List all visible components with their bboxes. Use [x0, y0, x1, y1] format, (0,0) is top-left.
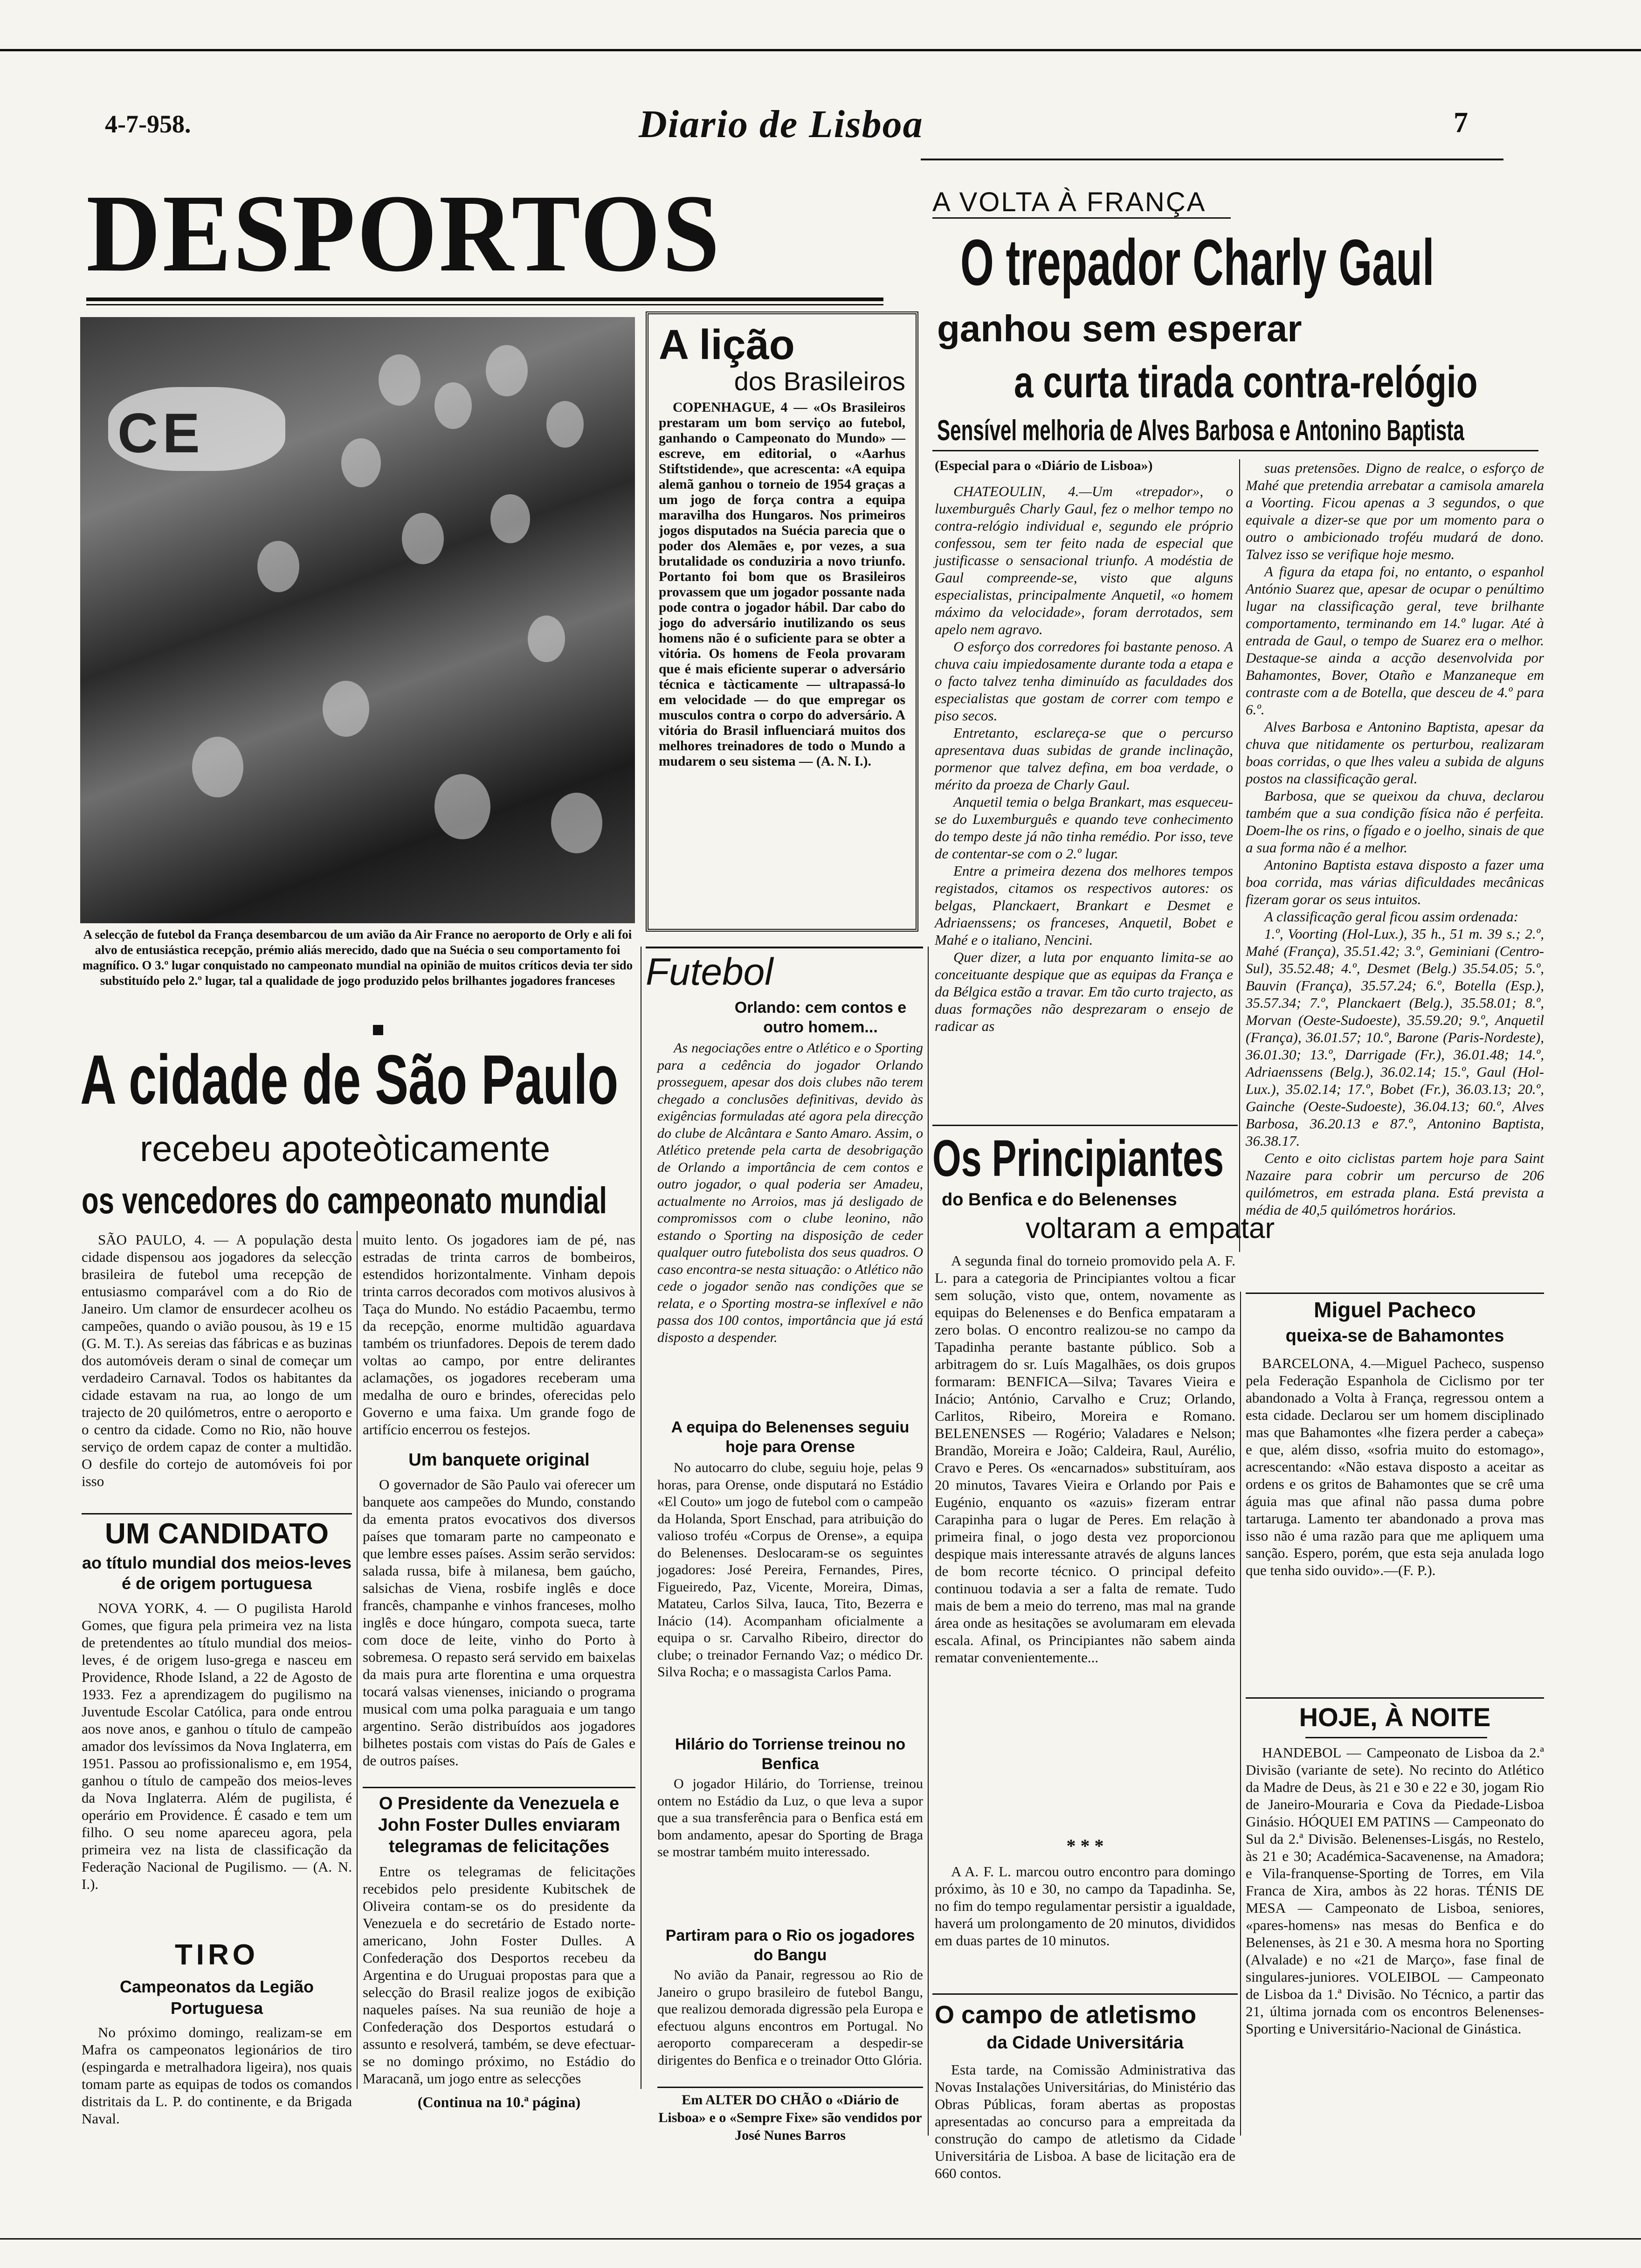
candidato-title: UM CANDIDATO	[105, 1518, 329, 1550]
hilario-title: Hilário do Torriense treinou no Benfica	[675, 1736, 906, 1773]
belenenses-title: A equipa do Belenenses seguiu hoje para Orense	[671, 1418, 910, 1456]
banquete-title: Um banquete original	[408, 1450, 590, 1470]
tour-kicker: A VOLTA À FRANÇA	[932, 187, 1207, 217]
hoje-title: HOJE, À NOITE	[1299, 1702, 1491, 1732]
principiantes-sub1: do Benfica e do Belenenses	[942, 1190, 1177, 1210]
atletismo-title: O campo de atletismo	[935, 2001, 1197, 2029]
atletismo-text: Esta tarde, na Comissão Administrativa das Novas Instalações Universitárias, do Ministério das Obras Públicas, foram abertas as propostas apresentadas ao concurso para a empreitada da construção do campo de atletismo da Cidade Universitária de Lisboa. A base de licitação era de 660 contos.	[935, 2061, 1235, 2181]
tiro-subtitle: Campeonatos da Legião Portuguesa	[119, 1977, 314, 2018]
tour-col-2: suas pretensões. Digno de realce, o esforço de Mahé que pretendia arrebatar a camisola amarela a Voorting. Ficou apenas a 3 segundos, o que equivale a dizer-se que por um momento para o outro o ambicionado troféu mudará de dono. Talvez isso se verifique hoje mesmo. A figura da etapa foi, no entanto, o espanhol António Suarez que, apesar de ocupar o penúltimo lugar na classificação geral, teve brilhante comportamento, terminando em 14.º lugar. Até à entrada de Gaul, o tempo de Suarez era o melhor. Destaque-se ainda a acção desenvolvida por Bahamontes, Bover, Otaño e Manzaneque em contraste com a de Botella, que desceu de 4.º para 6.º. Alves Barbosa e Antonino Baptista, apesar da chuva que nitidamente os perturbou, realizaram boas corridas, o que lhes valeu a subida de alguns postos na classificação geral. Barbosa, que se queixou da chuva, declarou também que a sua condição física não é perfeita. Doem-lhe os rins, o fígado e o joelho, sinais de que a sua forma não é a melhor. Antonino Baptista estava disposto a fazer uma boa corrida, mas várias dificuldades mecânicas fizeram gorar os seus intuitos. A classificação geral ficou assim ordenada: 1.º, Voorting (Hol-Lux.), 35 h., 51 m. 39 s.; 2.º, Mahé (França), 35.51.42; 3.º, Geminiani (Centro-Sul), 35.52.48; 4.º, Desmet (Belg.) 35.54.05; 5.º, Bauvin (França), 35.57.24; 6.º, Botella (Esp.), 35.57.34; 7.º, Planckaert (Belg.), 35.58.01; 8.º, Morvan (Oeste-Sudoeste), 35.59.20; 9.º, Anquetil (França), 36.01.57; 10.º, Barone (Paris-Nordeste), 36.01.30; 13.º, Darrigade (Fr.), 36.01.48; 14.º, Adriaenssens (Belg.), 36.02.14; 15.º, Gaul (Hol-Lux.), 35.02.14; 17.º, Bobet (Fr.), 36.03.13; 20.º, Gainche (Oeste-Sudoeste), 36.04.13; 60.º, Alves Barbosa, 36.20.13 e 87.º, Antonino Baptista, 36.38.17. Cento e oito ciclistas partem hoje para Saint Nazaire para cobrir um percurso de 206 quilómetros, em estrada plana. Está prevista a média de 40,5 quilómetros horários.	[1246, 460, 1544, 1218]
tour-credit: (Especial para o «Diário de Lisboa»)	[935, 458, 1153, 473]
pacheco-subtitle: queixa-se de Bahamontes	[1285, 1326, 1504, 1346]
principiantes-stars: * * *	[1066, 1835, 1104, 1856]
tour-headline-2: ganhou sem esperar	[937, 308, 1302, 349]
masthead-date: 4-7-958.	[105, 110, 191, 138]
futebol-title: Futebol	[646, 951, 773, 993]
tour-headline-1: O trepador Charly Gaul	[960, 226, 1434, 299]
continued-note: (Continua na 10.ª página)	[417, 2094, 581, 2110]
tour-subhead: Sensível melhoria de Alves Barbosa e Antonino Baptista	[937, 415, 1464, 447]
bangu-text: No avião da Panair, regressou ao Rio de Janeiro o grupo brasileiro de futebol Bangu, que realizou demorada digressão pela Europa e efectuou alguns encontros em Portugal. No aeroporto compareceram a despedir-se dirigentes do Benfica e o treinador Otto Glória.	[657, 1967, 923, 2068]
photo-caption: A selecção de futebol da França desembarcou de um avião da Air France no aeroporto de Orly e ali foi alvo de entusiástica recepção, prémio aliás merecido, dado que na Suécia o seu comportamento foi magnífico. O 3.º lugar conquistado no campeonato mundial na opinião de muitos críticos devia ter sido substituído pelo 2.º lugar, tal a qualidade de jogo produzido pelos brilhantes jogadores franceses	[82, 927, 633, 988]
bangu-title: Partiram para o Rio os jogadores do Bangu	[665, 1927, 915, 1964]
licao-title: A lição	[659, 322, 795, 368]
licao-box	[646, 311, 918, 932]
sao-paulo-sub1: recebeu apoteòticamente	[140, 1128, 551, 1169]
alter-notice: Em ALTER DO CHÃO o «Diário de Lisboa» e o «Sempre Fixe» são vendidos por José Nunes Barros	[658, 2092, 922, 2143]
banquete-text: O governador de São Paulo vai oferecer um banquete aos campeões do Mundo, constando da ementa pratos evocativos dos diversos países que tomaram parte no campeonato e que lembre esses países. Assim serão servidos: salada russa, bife à milanesa, bem gaúcho, salsichas de Viena, rosbife inglês e doce francês, champanhe e vinhos franceses, molho inglês e doce húngaro, compota sueca, tarte com doce de leite, vinho do Porto à sobremesa. O repasto será servido em baixelas da mais pura arte florentina e uma orquestra tocará valsas vienenses, iniciando o programa musical com uma polka paraguaia e um tango argentino. Serão distribuídos aos jogadores bilhetes postais com vistas do País de Gales e de outros países.	[363, 1476, 635, 1769]
belenenses-text: No autocarro do clube, seguiu hoje, pelas 9 horas, para Orense, onde disputará no Estádio «El Couto» um jogo de futebol com o campeão da Holanda, Sport Enschad, para atribuição do valioso troféu «Corpus de Orense», a equipa do Belenenses. Deslocaram-se os seguintes jogadores: José Pereira, Fernandes, Pires, Figueiredo, Paz, Vicente, Moreira, Dimas, Matateu, Carlos Silva, Iauca, Tito, Bezerra e Inácio (14). Acompanham oficialmente a equipa o sr. Carvalho Ribeiro, director do clube; o treinador Fernando Vaz; o médico Dr. Silva Rocha; e o massagista Carlos Pama.	[657, 1460, 923, 1680]
plane-lettering: CE	[117, 402, 205, 464]
pacheco-title: Miguel Pacheco	[1314, 1298, 1476, 1322]
venezuela-text: Entre os telegramas de felicitações recebidos pelo presidente Kubitschek de Oliveira contam-se os do presidente da Venezuela e do secretário de Estado norte-americano, John Foster Dulles. A Confederação dos Desportos recebeu da Argentina e do Uruguai propostas para que a selecção do Brasil realize jogos de exibição naqueles países. Na sua reunião de hoje a Confederação dos Desportos estudará o assunto e resolverá, também, se deve efectuar-se no domingo próximo, no Estádio do Maracanã, um jogo entre as selecções	[363, 1863, 635, 2087]
tiro-title: TIRO	[174, 1939, 259, 1971]
sao-paulo-headline: A cidade de São Paulo	[80, 1040, 619, 1119]
tour-col-1: CHATEOULIN, 4.—Um «trepador», o luxemburguês Charly Gaul, fez o melhor tempo no contra-relógio individual e, segundo ele próprio confessou, sem ter feito nada de especial que justificasse o sensacional triunfo. A modéstia de Gaul compreende-se, visto que alguns especialistas, principalmente Anquetil, «o homem máximo da velocidade», foram derrotados, sem apelo nem agravo. O esforço dos corredores foi bastante penoso. A chuva caiu impiedosamente durante toda a etapa e o facto talvez tenha diminuído as faculdades dos especialistas que gostam de correr com tempo e piso secos. Entretanto, esclareça-se que o percurso apresentava duas subidas de grande inclinação, pormenor que talvez defina, em boa verdade, o mérito da proeza de Charly Gaul. Anquetil temia o belga Brankart, mas esqueceu-se do Luxemburguês e quando teve conhecimento do tempo deste já não tinha remédio. Por isso, teve de contentar-se com o 2.º lugar. Entre a primeira dezena dos melhores tempos registados, citamos os respectivos autores: os belgas, Planckaert, Brankart e Desmet e Adriaenssens; os franceses, Anquetil, Bobet e Mahé e o italiano, Nencini. Quer dizer, a luta por enquanto limita-se ao conceituante despique que as equipas da França e da Bélgica estão a travar. Em tão curto trajecto, as duas formações não desprezaram o ensejo de radicar as	[935, 483, 1233, 1034]
sao-paulo-col-1: SÃO PAULO, 4. — A população desta cidade dispensou aos jogadores da selecção brasileira de futebol uma recepção de entusiasmo comparável com a do Rio de Janeiro. Um clamor de ensurdecer acolheu os campeões, quando o avião pousou, às 19 e 15 (G. M. T.). As sereias das fábricas e as buzinas dos automóveis deram o sinal de começar um verdadeiro Carnaval. Todos os habitantes da cidade estavam na rua, ao longo de um trajecto de 20 quilómetros, entre o aeroporto e o centro da cidade. Como no Rio, não houve serviço de ordem capaz de conter a multidão. O desfile do cortejo de automóveis foi por isso	[82, 1231, 352, 1489]
principiantes-sub2: voltaram a empatar	[1026, 1212, 1275, 1245]
venezuela-title: O Presidente da Venezuela e John Foster Dulles enviaram telegramas de felicitações	[378, 1794, 621, 1856]
candidato-text: NOVA YORK, 4. — O pugilista Harold Gomes, que figura pela primeira vez na lista de pretendentes ao título mundial dos meios-leves, é de origem luso-grega e nasceu em Providence, Rhode Island, a 22 de Agosto de 1933. Fez a aprendizagem do pugilismo na Juventude Escolar Católica, para onde entrou aos nove anos, e ganhou o título de campeão amador dos levíssimos da Nova Inglaterra, em 1951. Passou ao profissionalismo e, em 1954, ganhou o título de campeão dos meios-leves da Nova Inglaterra. Além de pugilista, é operário em Providence. É casado e tem um filho. O seu nome apareceu agora, pela primeira vez na lista de classificação da Federação Nacional de Pugilismo. — (A. N. I.).	[82, 1600, 352, 1892]
orlando-title: Orlando: cem contos e outro homem...	[734, 999, 907, 1036]
hoje-text: HANDEBOL — Campeonato de Lisboa da 2.ª Divisão (variante de sete). No recinto do Atlético da Madre de Deus, às 21 e 30 e 22 e 30, jogam Rio de Janeiro-Mouraria e Cova da Piedade-Lisboa Ginásio. HÓQUEI EM PATINS — Campeonato do Sul da 2.ª Divisão. Belenenses-Lisgás, no Restelo, às 21 e 30; Académica-Sacavenense, na Amadora; e Vila-franquense-Sporting de Torres, em Vila Franca de Xira, ambos às 22 horas. TÉNIS DE MESA — Campeonato de Lisboa, seniores, «pares-homens» nas mesas do Benfica e do Belenenses, às 21 e 30. A mesma hora no Sporting (Alvalade) e no «21 de Março», fase final de singulares-juniores. VOLEIBOL — Campeonato de Lisboa da 1.ª Divisão. No Técnico, a partir das 21, última jornada com os encontros Belenenses-Sporting e Universitário-Nacional de Ginástica.	[1246, 1744, 1544, 2037]
tiro-text: No próximo domingo, realizam-se em Mafra os campeonatos legionários de tiro (espingarda e metralhadora ligeira), nos quais tomam parte as equipas de todos os comandos distritais da L. P. do continente, e da Brigada Naval.	[82, 2024, 352, 2127]
hilario-text: O jogador Hilário, do Torriense, treinou ontem no Estádio da Luz, o que leva a supor que a sua transferência para o Benfica está em bom andamento, apesar do Sporting de Braga se mostrar também muito interessado.	[657, 1776, 923, 1860]
candidato-subtitle: ao título mundial dos meios-leves é de origem portuguesa	[82, 1553, 352, 1593]
orlando-text: As negociações entre o Atlético e o Sporting para a cedência do jogador Orlando prosseguem, apesar dos dois clubes não terem chegado a conclusões definitivas, devido às exigências formuladas até agora pela direcção do clube de Alcântara e Santo Amaro. Assim, o Atlético pretende pela carta de desobrigação de Orlando a importância de cem contos e outro jogador, o qual poderia ser Amadeu, actualmente no Arroios, mas já desligado de compromissos com o clube leonino, não estando o Sporting na disposição de ceder qualquer outro futebolista dos seus quadros. O caso encontra-se nesta situação: o Atlético não cede o jogador senão nas condições que se relata, e o Sporting mostra-se inflexível e não passa dos 100 contos, importância que já está disposto a despender.	[657, 1040, 923, 1345]
newspaper-name: Diario de Lisboa	[639, 103, 924, 146]
tour-headline-3: a curta tirada contra-relógio	[1014, 357, 1478, 407]
sao-paulo-col-2: muito lento. Os jogadores iam de pé, nas estradas de trinta carros de bombeiros, estendidos horizontalmente. Vinham depois trinta carros decorados com motivos alusivos à Taça do Mundo. No estádio Pacaembu, termo da recepção, enorme multidão aguardava também os triunfadores. Depois de terem dado voltas ao campo, por entre delirantes aclamações, os jogadores receberam uma medalha de ouro e brindes, oferecidas pelo Governo e uma faixa. Um grande fogo de artifício encerrou os festejos.	[363, 1231, 635, 1438]
france-team-photo	[80, 317, 635, 923]
principiantes-text-2: A A. F. L. marcou outro encontro para domingo próximo, às 10 e 30, no campo da Tapadinha. Se, no fim do tempo regulamentar persistir a igualdade, haverá um prolongamento de 20 minutos, divididos em duas partes de 10 minutos.	[935, 1863, 1235, 1949]
section-title: DESPORTOS	[86, 172, 722, 295]
pacheco-text: BARCELONA, 4.—Miguel Pacheco, suspenso pela Federação Espanhola de Ciclismo por ter abandonado a Volta à França, regressou ontem a esta cidade. Declarou ser um homem disciplinado mas que Bahamontes «lhe fizera perder a cabeça» e que, além disso, «sofria muito do estomago», acrescentando: «Não estava disposto a aceitar as ordens e os gritos de Bahamontes que se crê uma águia mas que afinal não passa duma pobre tartaruga. Lamento ter abandonado a prova mas isso não é uma razão para que me apliquem uma sanção. Espero, porém, que esta seja anulada logo que tenha sido ouvido».—(F. P.).	[1246, 1355, 1544, 1578]
page-number: 7	[1454, 107, 1468, 138]
principiantes-title: Os Principiantes	[932, 1130, 1224, 1187]
licao-text: COPENHAGUE, 4 — «Os Brasileiros prestaram um bom serviço ao futebol, ganhando o Campeonato do Mundo» — escreve, em editorial, o «Aarhus Stiftstidende», que acrescenta: «A equipa alemã ganhou o torneio de 1954 graças a um jogo de força contra a equipa maravilha dos Hungaros. Nos primeiros jogos disputados na Suécia parecia que o poder dos Alemães e, por vezes, a sua brutalidade os conduziria a novo triunfo. Portanto foi bom que os Brasileiros provassem que um jogador possante nada pode contra o jogador hábil. Dar cabo do jogo do adversário inutilizando os seus homens não é o suficiente para se obter a vitória. Os homens de Feola provaram que é mais eficiente superar o adversário técnica e tàcticamente — ultrapassá-lo em velocidade — do que empregar os musculos contra o corpo do adversário. A vitória do Brasil influenciará muitos dos melhores treinadores de todo o Mundo a mudarem o seu sistema — (A. N. I.).	[659, 400, 905, 769]
atletismo-subtitle: da Cidade Universitária	[986, 2033, 1184, 2053]
principiantes-text: A segunda final do torneio promovido pela A. F. L. para a categoria de Principiantes voltou a ficar sem solução, visto que, ontem, novamente as equipas do Belenenses e do Benfica empataram a zero bolas. O encontro realizou-se no campo da Tapadinha perante bastante público. Sob a arbitragem do sr. Luís Magalhães, os dois grupos formaram: BENFICA—Silva; Tavares Vieira e Inácio; António, Carvalho e Cruz; Orlando, Carlitos, Ribeiro, Moreira e Romano. BELENENSES — Rogério; Valadares e Nelson; Brandão, Moreira e João; Caldeira, Raul, Aurélio, Cravo e Peres. Os «encarnados» substituíram, aos 20 minutos, Tavares Vieira e Orlando por Pais e Eugénio, enquanto os «azuis» fizeram entrar Carapinha para o lugar de Peres. Em relação à primeira final, o jogo desta vez proporcionou despique mais interessante através de alguns lances de bom recorte técnico. O principal defeito continuou todavia a ser a falta de remate. Tudo mais de bem a meio do terreno, mas mal na grande área onde as hesitações se avolumaram em elevada escala. Afinal, os Principiantes não sabem ainda rematar convenientemente...	[935, 1252, 1235, 1666]
sao-paulo-sub2: os vencedores do campeonato mundial	[82, 1180, 607, 1221]
licao-subtitle: dos Brasileiros	[734, 366, 905, 396]
